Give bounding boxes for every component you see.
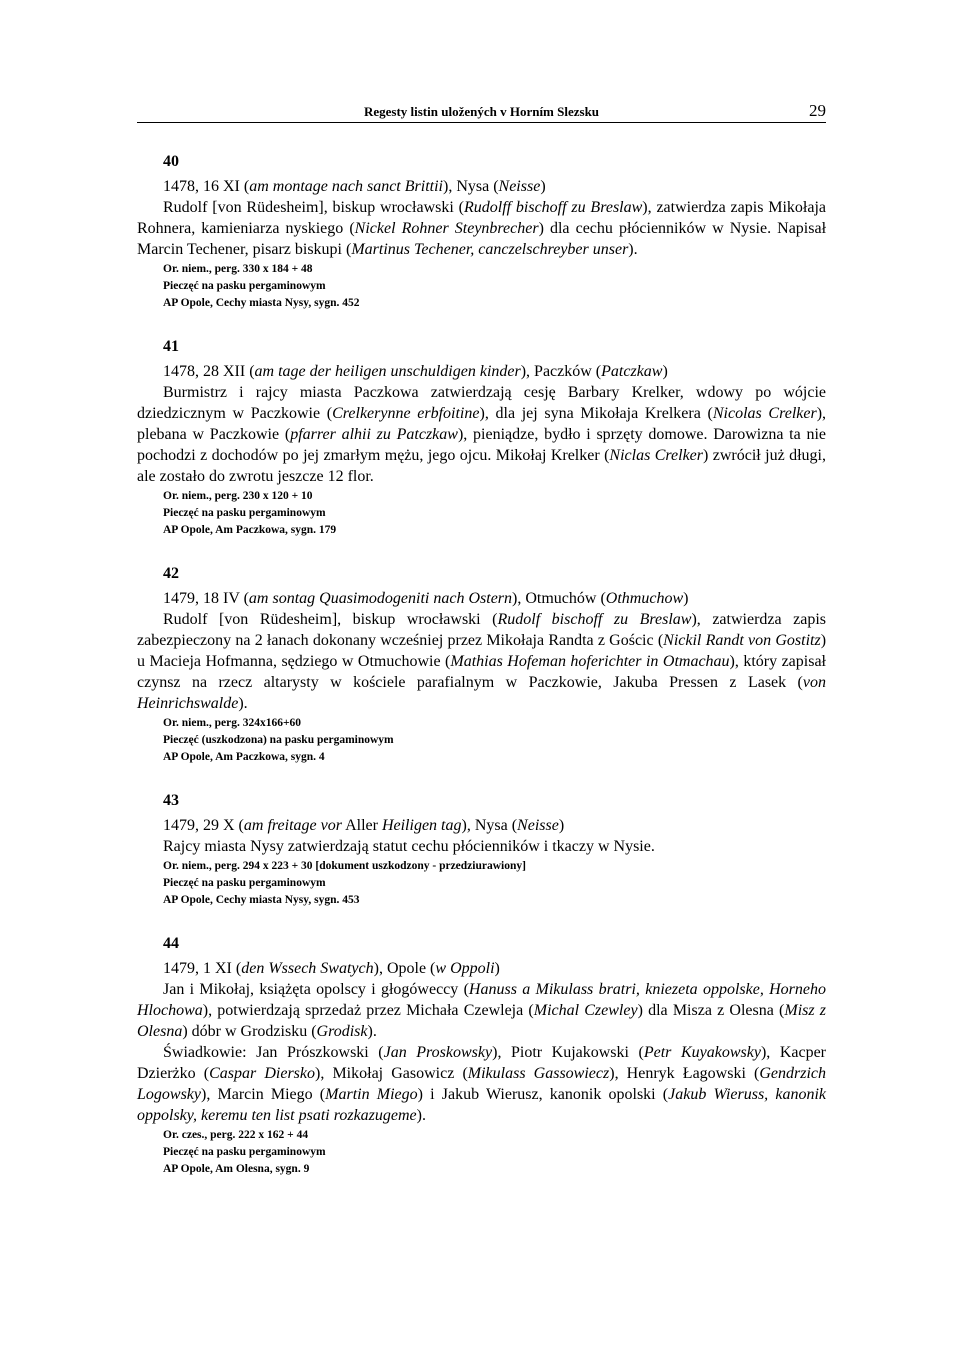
- page-header: [137, 100, 826, 123]
- italic-segment: Grodisk: [316, 1023, 368, 1040]
- italic-segment: am montage nach sanct Brittii: [249, 178, 443, 195]
- text-segment: Burmistrz i rajcy miasta Paczkowa zatwierdzają cesję Barbary Krelker, wdowy po wójcie dziedzicznym w Paczkowie (: [137, 384, 826, 422]
- entry-date-place: [163, 958, 826, 979]
- italic-segment: Hanuss a Mikulass bratri, kniezeta oppolske, Horneho Hlochowa: [137, 981, 826, 1019]
- text-segment: ): [494, 960, 500, 977]
- note-seal: Pieczęć na pasku pergaminowym: [163, 1146, 326, 1158]
- text-segment: ), pieniądze, bydło i sprzęty domowe. Darowizna ta nie pochodzi z dochodów po jej zmarłym mężu, jego ojcu. Mikołaj Krelker (: [137, 426, 827, 464]
- text-segment: ), Opole (: [373, 960, 436, 977]
- text-segment: ) dla Misza z Olesna (: [637, 1002, 785, 1019]
- entry-date-place: [163, 176, 826, 197]
- note-archive: AP Opole, Am Paczkowa, sygn. 179: [163, 524, 337, 536]
- italic-segment: Gendrzich Logowsky: [137, 1065, 827, 1103]
- entry-number: 44: [163, 935, 179, 952]
- text-segment: ).: [628, 241, 638, 258]
- italic-segment: Michal Czewley: [533, 1002, 638, 1019]
- document-page: [137, 100, 826, 1204]
- entry-archival-notes: [163, 715, 826, 766]
- text-segment: ), Piotr Kujakowski (: [492, 1044, 644, 1061]
- text-segment: 1479, 29 X (: [163, 817, 244, 834]
- text-segment: ) zwrócił już długi, ale zostało do zwrotu jeszcze 12 flor.: [137, 447, 827, 485]
- entry-summary: [137, 836, 826, 857]
- text-segment: 1479, 18 IV (: [163, 590, 249, 607]
- italic-segment: pfarrer alhii zu Patczkaw: [290, 426, 458, 443]
- text-segment: ).: [367, 1023, 377, 1040]
- text-segment: ) dla cechu płócienników w Nysie. Napisał Marcin Techener, pisarz biskupi (: [137, 220, 827, 258]
- text-segment: ): [662, 363, 668, 380]
- entry-date-place: [163, 361, 826, 382]
- entry-witnesses: [137, 1042, 826, 1126]
- italic-segment: Mathias Hofeman hoferichter in Otmachau: [450, 653, 730, 670]
- italic-segment: Nicolas Crelker: [712, 405, 817, 422]
- italic-segment: Othmuchow: [605, 590, 684, 607]
- entry-summary: [137, 382, 826, 487]
- entry-archival-notes: [163, 488, 826, 539]
- text-segment: Aller: [341, 817, 382, 834]
- entry-summary: [137, 197, 826, 260]
- entry-date-place: [163, 815, 826, 836]
- note-archive: AP Opole, Am Paczkowa, sygn. 4: [163, 751, 325, 763]
- note-seal: Pieczęć (uszkodzona) na pasku pergaminowym: [163, 734, 394, 746]
- text-segment: ), Marcin Miego (: [201, 1086, 326, 1103]
- italic-segment: am freitage vor: [243, 817, 342, 834]
- running-title: Regesty listin uložených v Horním Slezsku: [363, 104, 600, 119]
- text-segment: Rudolf [von Rüdesheim], biskup wrocławski (: [163, 611, 498, 628]
- italic-segment: Nickel Rohner Steynbrecher: [354, 220, 539, 237]
- text-segment: 1478, 28 XII (: [163, 363, 255, 380]
- entry-number: 43: [163, 792, 179, 809]
- note-original: Or. niem., perg. 294 x 223 + 30 [dokument uszkodzony - przedziurawiony]: [163, 860, 526, 872]
- text-segment: ).: [416, 1107, 426, 1124]
- italic-segment: Caspar Diersko: [209, 1065, 315, 1082]
- note-seal: Pieczęć na pasku pergaminowym: [163, 877, 326, 889]
- italic-segment: Heiligen tag: [381, 817, 462, 834]
- text-segment: ), Paczków (: [520, 363, 602, 380]
- italic-segment: Misz z Olesna: [137, 1002, 827, 1040]
- text-segment: 1479, 1 XI (: [163, 960, 242, 977]
- italic-segment: Rudolf bischoff zu Breslaw: [497, 611, 692, 628]
- italic-segment: Mikulass Gassowiecz: [467, 1065, 610, 1082]
- text-segment: ), plebana w Paczkowie (: [137, 405, 827, 443]
- note-original: Or. niem., perg. 230 x 120 + 10: [163, 490, 313, 502]
- italic-segment: Neisse: [498, 178, 541, 195]
- text-segment: ), Nysa (: [442, 178, 499, 195]
- note-original: Or. niem., perg. 324x166+60: [163, 717, 302, 729]
- text-segment: ), który zapisał czynsz na rzecz altarysty w kościele parafialnym w Paczkowie, Jakuba Pressen z Lasek (: [137, 653, 827, 691]
- italic-segment: Nickil Randt von Gostitz: [663, 632, 821, 649]
- text-segment: ): [558, 817, 565, 834]
- text-segment: ) i Jakub Wierusz, kanonik opolski (: [417, 1086, 669, 1103]
- note-archive: AP Opole, Cechy miasta Nysy, sygn. 453: [163, 894, 360, 906]
- note-original: Or. czes., perg. 222 x 162 + 44: [163, 1129, 309, 1141]
- entry-archival-notes: [163, 858, 826, 909]
- text-segment: Rajcy miasta Nysy zatwierdzają statut cechu płócienników i tkaczy w Nysie.: [163, 838, 655, 855]
- text-segment: ) u Macieja Hofmanna, sędziego w Otmuchowie (: [137, 632, 827, 670]
- text-segment: ): [683, 590, 689, 607]
- entry-number: 42: [163, 565, 179, 582]
- note-archive: AP Opole, Cechy miasta Nysy, sygn. 452: [163, 297, 360, 309]
- regest-list: [137, 153, 826, 1178]
- text-segment: ), potwierdzają sprzedaż przez Michała Czewleja (: [202, 1002, 534, 1019]
- entry-archival-notes: [163, 1127, 826, 1178]
- text-segment: ), Otmuchów (: [512, 590, 606, 607]
- entry-summary: [137, 609, 826, 714]
- entry-archival-notes: [163, 261, 826, 312]
- regest-entry: [137, 338, 826, 539]
- text-segment: ), zatwierdza zapis Mikołaja Rohnera, kamieniarza nyskiego (: [137, 199, 827, 237]
- regest-entry: [137, 792, 826, 909]
- text-segment: Świadkowie: Jan Prószkowski (: [163, 1044, 384, 1061]
- italic-segment: Jan Proskowsky: [383, 1044, 493, 1061]
- text-segment: ) dóbr w Grodzisku (: [182, 1023, 317, 1040]
- entry-number: 41: [163, 338, 179, 355]
- text-segment: ): [540, 178, 546, 195]
- text-segment: ), Kacper Dzierżko (: [137, 1044, 826, 1082]
- text-segment: Jan i Mikołaj, książęta opolscy i głogóweccy (: [163, 981, 469, 998]
- italic-segment: Martinus Techener, canczelschreyber unser: [351, 241, 629, 258]
- italic-segment: Crelkerynne erbfoitine: [332, 405, 480, 422]
- italic-segment: den Wssech Swatych: [241, 960, 374, 977]
- italic-segment: Patczkaw: [601, 363, 663, 380]
- italic-segment: Martin Miego: [325, 1086, 418, 1103]
- note-seal: Pieczęć na pasku pergaminowym: [163, 280, 326, 292]
- italic-segment: Petr Kuyakowsky: [643, 1044, 761, 1061]
- italic-segment: am sontag Quasimodogeniti nach Ostern: [248, 590, 513, 607]
- text-segment: Rudolf [von Rüdesheim], biskup wrocławski (: [163, 199, 464, 216]
- regest-entry: [137, 565, 826, 766]
- regest-entry: [137, 153, 826, 312]
- note-archive: AP Opole, Am Olesna, sygn. 9: [163, 1163, 310, 1175]
- italic-segment: Niclas Crelker: [609, 447, 704, 464]
- entry-date-place: [163, 588, 826, 609]
- italic-segment: Jakub Wieruss, kanonik oppolsky, keremu ten list psati rozkazugeme: [137, 1086, 826, 1124]
- text-segment: ), zatwierdza zapis zabezpieczony na 2 łanach dokonany wcześniej przez Mikołaja Randta z Gościc (: [137, 611, 827, 649]
- italic-segment: von Heinrichswalde: [137, 674, 826, 712]
- text-segment: ).: [238, 695, 248, 712]
- italic-segment: Neisse: [517, 817, 559, 834]
- text-segment: ), dla jej syna Mikołaja Krelkera (: [479, 405, 713, 422]
- entry-summary: [137, 979, 826, 1042]
- text-segment: ), Nysa (: [461, 817, 518, 834]
- text-segment: ), Mikołaj Gasowicz (: [315, 1065, 468, 1082]
- text-segment: 1478, 16 XI (: [163, 178, 250, 195]
- page-number: 29: [809, 101, 826, 120]
- italic-segment: w Oppoli: [435, 960, 495, 977]
- regest-entry: [137, 935, 826, 1178]
- italic-segment: Rudolff bischoff zu Breslaw: [463, 199, 643, 216]
- entry-number: 40: [163, 153, 179, 170]
- italic-segment: am tage der heiligen unschuldigen kinder: [254, 363, 521, 380]
- text-segment: ), Henryk Łagowski (: [609, 1065, 760, 1082]
- note-seal: Pieczęć na pasku pergaminowym: [163, 507, 326, 519]
- note-original: Or. niem., perg. 330 x 184 + 48: [163, 263, 313, 275]
